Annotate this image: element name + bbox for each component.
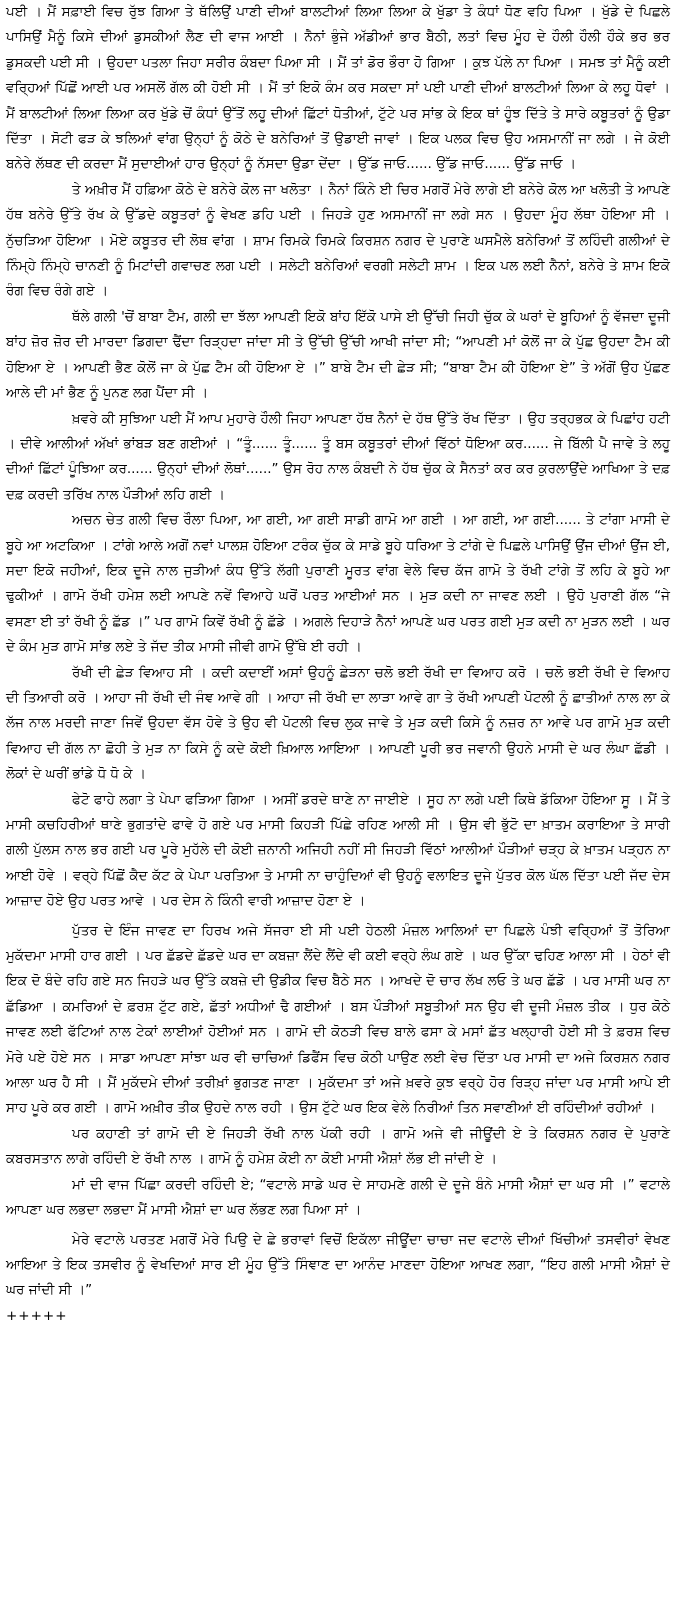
paragraph-1: ਪਈ । ਮੈਂ ਸਫ਼ਾਈ ਵਿਚ ਰੁੱਝ ਗਿਆ ਤੇ ਥੱਲਿਉਂ ਪਾਣੀ ਦੀਆਂ ਬਾਲਟੀਆਂ ਲਿਆ ਲਿਆ ਕੇ ਖੁੱਡਾ ਤੇ ਕੰਧਾਂ ਧੋਣ ਵਹਿ ਪਿਆ । ਖੁੱਡੇ ਦੇ ਪਿਛਲੇ ਪਾਸਿਉਂ ਮੈਨੂੰ ਕਿਸੇ ਦੀਆਂ ਡੁਸਕੀਆਂ ਲੈਣ ਦੀ ਵਾਜ ਆਈ । ਨੈਨਾਂ ਭੁੰਜੇ ਅੱਡੀਆਂ ਭਾਰ ਬੈਠੀ, ਲਤਾਂ ਵਿਚ ਮੂੰਹ ਦੇ ਹੌਲੀ ਹੌਲੀ ਹੌਕੇ ਭਰ ਭਰ ਡੁਸਕਦੀ ਪਈ ਸੀ । ਉਹਦਾ ਪਤਲਾ ਜਿਹਾ ਸਰੀਰ ਕੰਬਦਾ ਪਿਆ ਸੀ । ਮੈਂ ਤਾਂ ਡੋਰ ਭੌਰਾ ਹੋ ਗਿਆ । ਕੁਝ ਪੱਲੇ ਨਾ ਪਿਆ । ਸਮਝ ਤਾਂ ਮੈਨੂੰ ਕਈ ਵਰ੍ਹਿਆਂ ਪਿੱਛੋਂ ਆਈ ਪਰ ਅਸਲੋਂ ਗੱਲ ਕੀ ਹੋਈ ਸੀ । ਮੈਂ ਤਾਂ ਇਕੋ ਕੰਮ ਕਰ ਸਕਦਾ ਸਾਂ ਪਈ ਪਾਣੀ ਦੀਆਂ ਬਾਲਟੀਆਂ ਲਿਆ ਕੇ ਲਹੂ ਧੋਵਾਂ । ਮੈਂ ਬਾਲਟੀਆਂ ਲਿਆ ਲਿਆ ਕਰ ਖੁੱਡੇ ਚੋਂ ਕੰਧਾਂ ਉੱਤੋਂ ਲਹੂ ਦੀਆਂ ਛਿੱਟਾਂ ਧੋਤੀਆਂ, ਟੁੱਟੇ ਪਰ ਸਾਂਭ ਕੇ ਇਕ ਥਾਂ ਹੂੰਝ ਦਿੱਤੇ ਤੇ ਸਾਰੇ ਕਬੂਤਰਾਂ ਨੂੰ ਉਡਾ ਦਿੱਤਾ । ਸੋਟੀ ਫੜ ਕੇ ਝਲਿਆਂ ਵਾਂਗ ਉਨ੍ਹਾਂ ਨੂੰ ਕੋਠੇ ਦੇ ਬਨੇਰਿਆਂ ਤੋਂ ਉਡਾਈ ਜਾਵਾਂ । ਇਕ ਪਲਕ ਵਿਚ ਉਹ ਅਸਮਾਨੀਂ ਜਾ ਲਗੇ । ਜੇ ਕੋਈ ਬਨੇਰੇ ਲੱਥਣ ਦੀ ਕਰਦਾ ਮੈਂ ਸੁਦਾਈਆਂ ਹਾਰ ਉਨ੍ਹਾਂ ਨੂੰ ਨੱਸਦਾ ਉਡਾ ਦੇਂਦਾ । ਉੱਡ ਜਾਓ...... ਉੱਡ ਜਾਓ...... ਉੱਡ ਜਾਓ । [6,4,670,173]
paragraph-4: ਖ਼ਵਰੇ ਕੀ ਸੁਝਿਆ ਪਈ ਮੈਂ ਆਪ ਮੁਹਾਰੇ ਹੌਲੀ ਜਿਹਾ ਆਪਣਾ ਹੱਥ ਨੈਨਾਂ ਦੇ ਹੱਥ ਉੱਤੇ ਰੱਖ ਦਿੱਤਾ । ਉਹ ਤਰ੍ਹਭਕ ਕੇ ਪਿਛਾਂਹ ਹਟੀ । ਦੀਵੇ ਆਲੀਆਂ ਅੱਖਾਂ ਭਾਂਬੜ ਬਣ ਗਈਆਂ । “ਤੂੰ...... ਤੂੰ...... ਤੂੰ ਬਸ ਕਬੂਤਰਾਂ ਦੀਆਂ ਵਿੱਠਾਂ ਧੋਇਆ ਕਰ...... ਜੇ ਬਿੱਲੀ ਪੈ ਜਾਵੇ ਤੇ ਲਹੂ ਦੀਆਂ ਛਿੱਟਾਂ ਪੂੰਝਿਆ ਕਰ...... ਉਨ੍ਹਾਂ ਦੀਆਂ ਲੋਥਾਂ......” ਉਸ ਰੋਹ ਨਾਲ ਕੰਬਦੀ ਨੇ ਹੱਥ ਚੁੱਕ ਕੇ ਸੈਨਤਾਂ ਕਰ ਕਰ ਕੁਰਲਾਉਂਦੇ ਆਖਿਆ ਤੇ ਦਫ਼ ਦਫ਼ ਕਰਦੀ ਤਰਿੱਖ ਨਾਲ ਪੌੜੀਆਂ ਲਹਿ ਗਈ । [6,410,670,503]
paragraph-9: ਪਰ ਕਹਾਣੀ ਤਾਂ ਗਾਮੋ ਦੀ ਏ ਜਿਹੜੀ ਰੱਖੀ ਨਾਲ ਪੱਕੀ ਰਹੀ । ਗਾਮੋ ਅਜੇ ਵੀ ਜੀਊਂਦੀ ਏ ਤੇ ਕਿਰਸ਼ਨ ਨਗਰ ਦੇ ਪੁਰਾਣੇ ਕਬਰਸਤਾਨ ਲਾਗੇ ਰਹਿੰਦੀ ਏ ਰੱਖੀ ਨਾਲ । ਗਾਮੋ ਨੂੰ ਹਮੇਸ਼ ਕੋਈ ਨਾ ਕੋਈ ਮਾਸੀ ਐਸ਼ਾਂ ਲੱਭ ਈ ਜਾਂਦੀ ਏ । [6,1125,670,1168]
paragraph-2: ਤੇ ਅਖ਼ੀਰ ਮੈਂ ਹਫ਼ਿਆ ਕੋਠੇ ਦੇ ਬਨੇਰੇ ਕੋਲ ਜਾ ਖਲੋਤਾ । ਨੈਨਾਂ ਕਿੰਨੇ ਈ ਚਿਰ ਮਗਰੋਂ ਮੇਰੇ ਲਾਗੇ ਈ ਬਨੇਰੇ ਕੋਲ ਆ ਖਲੋਤੀ ਤੇ ਆਪਣੇ ਹੱਥ ਬਨੇਰੇ ਉੱਤੇ ਰੱਖ ਕੇ ਉੱਡਦੇ ਕਬੂਤਰਾਂ ਨੂੰ ਵੇਖਣ ਡਹਿ ਪਈ । ਜਿਹੜੇ ਹੁਣ ਅਸਮਾਨੀਂ ਜਾ ਲਗੇ ਸਨ । ਉਹਦਾ ਮੂੰਹ ਲੱਥਾ ਹੋਇਆ ਸੀ । ਨੁੱਚੜਿਆ ਹੋਇਆ । ਮੋਏ ਕਬੂਤਰ ਦੀ ਲੋਥ ਵਾਂਗ । ਸ਼ਾਮ ਰਿਮਕੇ ਰਿਮਕੇ ਕਿਰਸ਼ਨ ਨਗਰ ਦੇ ਪੁਰਾਣੇ ਘਸਮੈਲੇ ਬਨੇਰਿਆਂ ਤੋਂ ਲਹਿੰਦੀ ਗਲੀਆਂ ਦੇ ਨਿੰਮ੍ਹੇ ਨਿੰਮ੍ਹੇ ਚਾਨਣੀ ਨੂੰ ਮਿਟਾਂਦੀ ਗਵਾਚਣ ਲਗ ਪਈ । ਸਲੇਟੀ ਬਨੇਰਿਆਂ ਵਰਗੀ ਸਲੇਟੀ ਸ਼ਾਮ । ਇਕ ਪਲ ਲਈ ਨੈਨਾਂ, ਬਨੇਰੇ ਤੇ ਸ਼ਾਮ ਇਕੋ ਰੰਗ ਵਿਚ ਰੰਗੇ ਗਏ । [6,181,670,300]
paragraph-5: ਅਚਨ ਚੇਤ ਗਲੀ ਵਿਚ ਰੌਲਾ ਪਿਆ, ਆ ਗਈ, ਆ ਗਈ ਸਾਡੀ ਗਾਮੋ ਆ ਗਈ । ਆ ਗਈ, ਆ ਗਈ...... ਤੇ ਟਾਂਗਾ ਮਾਸੀ ਦੇ ਬੂਹੇ ਆ ਅਟਕਿਆ । ਟਾਂਗੇ ਆਲੇ ਅਗੋਂ ਨਵਾਂ ਪਾਲਸ਼ ਹੋਇਆ ਟਰੰਕ ਚੁੱਕ ਕੇ ਸਾਡੇ ਬੂਹੇ ਧਰਿਆ ਤੇ ਟਾਂਗੇ ਦੇ ਪਿਛਲੇ ਪਾਸਿਉਂ ਉਂਜ ਦੀਆਂ ਉਂਜ ਈ, ਸਦਾ ਇਕੋ ਜਹੀਆਂ, ਇਕ ਦੂਜੇ ਨਾਲ ਜੁੜੀਆਂ ਕੰਧ ਉੱਤੇ ਲੱਗੀ ਪੁਰਾਣੀ ਮੂਰਤ ਵਾਂਗ ਵੇਲੇ ਵਿਚ ਕੱਜ ਗਾਮੋ ਤੇ ਰੱਖੀ ਟਾਂਗੇ ਤੋਂ ਲਹਿ ਕੇ ਬੂਹੇ ਆ ਢੁਕੀਆਂ । ਗਾਮੋ ਰੱਖੀ ਹਮੇਸ਼ ਲਈ ਆਪਣੇ ਨਵੇਂ ਵਿਆਹੇ ਘਰੋਂ ਪਰਤ ਆਈਆਂ ਸਨ । ਮੁੜ ਕਦੀ ਨਾ ਜਾਵਣ ਲਈ । ਉਹੋ ਪੁਰਾਣੀ ਗੱਲ “ਜੇ ਵਸਣਾ ਈ ਤਾਂ ਰੱਖੀ ਨੂੰ ਛੱਡ ।” ਪਰ ਗਾਮੋ ਕਿਵੇਂ ਰੱਖੀ ਨੂੰ ਛੱਡੇ । ਅਗਲੇ ਦਿਹਾੜੇ ਨੈਨਾਂ ਆਪਣੇ ਘਰ ਪਰਤ ਗਈ ਮੁੜ ਕਦੀ ਨਾ ਮੁੜਨ ਲਈ । ਘਰ ਦੇ ਕੰਮ ਮੁੜ ਗਾਮੋ ਸਾਂਭ ਲਏ ਤੇ ਜੱਦ ਤੀਕ ਮਾਸੀ ਜੀਵੀ ਗਾਮੋ ਉੱਥੇ ਈ ਰਹੀ । [6,512,670,656]
paragraph-6: ਰੱਖੀ ਦੀ ਛੇੜ ਵਿਆਹ ਸੀ । ਕਦੀ ਕਦਾਈਂ ਅਸਾਂ ਉਹਨੂੰ ਛੇੜਨਾ ਚਲੋ ਭਈ ਰੱਖੀ ਦਾ ਵਿਆਹ ਕਰੋ । ਚਲੋ ਭਈ ਰੱਖੀ ਦੇ ਵਿਆਹ ਦੀ ਤਿਆਰੀ ਕਰੋ । ਆਹਾ ਜੀ ਰੱਖੀ ਦੀ ਜੰਞ ਆਵੇ ਗੀ । ਆਹਾ ਜੀ ਰੱਖੀ ਦਾ ਲਾੜਾ ਆਵੇ ਗਾ ਤੇ ਰੱਖੀ ਆਪਣੀ ਪੋਟਲੀ ਨੂੰ ਛਾਤੀਆਂ ਨਾਲ ਲਾ ਕੇ ਲੱਜ ਨਾਲ ਮਰਦੀ ਜਾਣਾ ਜਿਵੇਂ ਉਹਦਾ ਵੱਸ ਹੋਵੇ ਤੇ ਉਹ ਵੀ ਪੋਟਲੀ ਵਿਚ ਲੁਕ ਜਾਵੇ ਤੇ ਮੁੜ ਕਦੀ ਕਿਸੇ ਨੂੰ ਨਜ਼ਰ ਨਾ ਆਵੇ ਪਰ ਗਾਮੋ ਮੁੜ ਕਦੀ ਵਿਆਹ ਦੀ ਗੱਲ ਨਾ ਛੋਹੀ ਤੇ ਮੁੜ ਨਾ ਕਿਸੇ ਨੂੰ ਕਦੇ ਕੋਈ ਖ਼ਿਆਲ ਆਇਆ । ਆਪਣੀ ਪੂਰੀ ਭਰ ਜਵਾਨੀ ਉਹਨੇ ਮਾਸੀ ਦੇ ਘਰ ਲੰਘਾ ਛੱਡੀ । ਲੋਕਾਂ ਦੇ ਘਰੀਂ ਭਾਂਡੇ ਧੋ ਧੋ ਕੇ । [6,664,670,783]
paragraph-3: ਥੱਲੇ ਗਲੀ 'ਚੋਂ ਬਾਬਾ ਟੈਮ, ਗਲੀ ਦਾ ਝੱਲਾ ਆਪਣੀ ਇਕੋ ਬਾਂਹ ਇੱਕੋ ਪਾਸੇ ਈ ਉੱਚੀ ਜਿਹੀ ਚੁੱਕ ਕੇ ਘਰਾਂ ਦੇ ਬੂਹਿਆਂ ਨੂੰ ਵੱਜਦਾ ਦੂਜੀ ਬਾਂਹ ਜ਼ੋਰ ਜ਼ੋਰ ਦੀ ਮਾਰਦਾ ਡਿਗਦਾ ਢੈਂਦਾ ਰਿੜ੍ਹਦਾ ਜਾਂਦਾ ਸੀ ਤੇ ਉੱਚੀ ਉੱਚੀ ਆਖੀ ਜਾਂਦਾ ਸੀ; “ਆਪਣੀ ਮਾਂ ਕੋਲੋਂ ਜਾ ਕੇ ਪੁੱਛ ਉਹਦਾ ਟੈਮ ਕੀ ਹੋਇਆ ਏ । ਆਪਣੀ ਭੈਣ ਕੋਲੋਂ ਜਾ ਕੇ ਪੁੱਛ ਟੈਮ ਕੀ ਹੋਇਆ ਏ ।” ਬਾਬੇ ਟੈਮ ਦੀ ਛੇੜ ਸੀ; “ਬਾਬਾ ਟੈਮ ਕੀ ਹੋਇਆ ਏ” ਤੇ ਅੱਗੋਂ ਉਹ ਪੁੱਛਣ ਆਲੇ ਦੀ ਮਾਂ ਭੈਣ ਨੂੰ ਪੁਨਣ ਲਗ ਪੈਂਦਾ ਸੀ । [6,308,670,402]
paragraph-7: ਫੇਟੋ ਫਾਹੇ ਲਗਾ ਤੇ ਪੇਪਾ ਫੜਿਆ ਗਿਆ । ਅਸੀਂ ਡਰਦੇ ਥਾਣੇ ਨਾ ਜਾਈਏ । ਸੂਹ ਨਾ ਲਗੇ ਪਈ ਕਿਥੇ ਡੱਕਿਆ ਹੋਇਆ ਸੂ । ਮੈਂ ਤੇ ਮਾਸੀ ਕਚਹਿਰੀਆਂ ਥਾਣੇ ਭੁਗਤਾਂਦੇ ਫਾਵੇ ਹੋ ਗਏ ਪਰ ਮਾਸੀ ਕਿਹੜੀ ਪਿੱਛੇ ਰਹਿਣ ਆਲੀ ਸੀ । ਉਸ ਵੀ ਭੁੱਟੋ ਦਾ ਖ਼ਾਤਮ ਕਰਾਇਆ ਤੇ ਸਾਰੀ ਗਲੀ ਪੁੱਲਸ ਨਾਲ ਭਰ ਗਈ ਪਰ ਪੂਰੇ ਮੁਹੱਲੇ ਦੀ ਕੋਈ ਜ਼ਨਾਨੀ ਅਜਿਹੀ ਨਹੀਂ ਸੀ ਜਿਹੜੀ ਵਿੱਠਾਂ ਆਲੀਆਂ ਪੌੜੀਆਂ ਚੜ੍ਹ ਕੇ ਖ਼ਾਤਮ ਪੜ੍ਹਨ ਨਾ ਆਈ ਹੋਵੇ । ਵਰ੍ਹੇ ਪਿੱਛੋਂ ਕੈਦ ਕੱਟ ਕੇ ਪੇਪਾ ਪਰਤਿਆ ਤੇ ਮਾਸੀ ਨਾ ਚਾਹੁੰਦਿਆਂ ਵੀ ਉਹਨੂੰ ਵਲਾਇਤ ਦੂਜੇ ਪੁੱਤਰ ਕੋਲ ਘੱਲ ਦਿੱਤਾ ਪਈ ਜੱਦ ਦੇਸ ਆਜ਼ਾਦ ਹੋਏ ਉਹ ਪਰਤ ਆਵੇ । ਪਰ ਦੇਸ ਨੇ ਕਿੰਨੀ ਵਾਰੀ ਆਜ਼ਾਦ ਹੋਣਾ ਏ । [6,791,670,910]
end-mark: +++++ [6,1307,68,1324]
paragraph-8: ਪੁੱਤਰ ਦੇ ਇੰਜ ਜਾਵਣ ਦਾ ਹਿਰਖ ਅਜੇ ਸੱਜਰਾ ਈ ਸੀ ਪਈ ਹੇਠਲੀ ਮੰਜ਼ਲ ਆਲਿਆਂ ਦਾ ਪਿਛਲੇ ਪੰਝੀ ਵਰ੍ਹਿਆਂ ਤੋਂ ਤੋਰਿਆ ਮੁਕੱਦਮਾ ਮਾਸੀ ਹਾਰ ਗਈ । ਪਰ ਛੱਡਦੇ ਛੱਡਦੇ ਘਰ ਦਾ ਕਬਜ਼ਾ ਲੈਂਦੇ ਲੈਂਦੇ ਵੀ ਕਈ ਵਰ੍ਹੇ ਲੰਘ ਗਏ । ਘਰ ਉੱਕਾ ਢਹਿਣ ਆਲਾ ਸੀ । ਹੇਠਾਂ ਵੀ ਇਕ ਦੋ ਬੰਦੇ ਰਹਿ ਗਏ ਸਨ ਜਿਹੜੇ ਘਰ ਉੱਤੇ ਕਬਜ਼ੇ ਦੀ ਉਡੀਕ ਵਿਚ ਬੈਠੇ ਸਨ । ਆਖਦੇ ਦੋ ਚਾਰ ਲੱਖ ਲਓ ਤੇ ਘਰ ਛੱਡੋ । ਪਰ ਮਾਸੀ ਘਰ ਨਾ ਛੱਡਿਆ । ਕਮਰਿਆਂ ਦੇ ਫ਼ਰਸ਼ ਟੁੱਟ ਗਏ, ਛੱਤਾਂ ਅਧੀਆਂ ਢੈ ਗਈਆਂ । ਬਸ ਪੌੜੀਆਂ ਸਬੂਤੀਆਂ ਸਨ ਉਹ ਵੀ ਦੂਜੀ ਮੰਜ਼ਲ ਤੀਕ । ਧੁਰ ਕੋਠੇ ਜਾਵਣ ਲਈ ਫੱਟਿਆਂ ਨਾਲ ਟੇਕਾਂ ਲਾਈਆਂ ਹੋਈਆਂ ਸਨ । ਗਾਮੋ ਦੀ ਕੋਠੜੀ ਵਿਚ ਬਾਲੇ ਫਸਾ ਕੇ ਮਸਾਂ ਛੱਤ ਖਲ੍ਹਾਰੀ ਹੋਈ ਸੀ ਤੇ ਫ਼ਰਸ਼ ਵਿਚ ਮੋਰੇ ਪਏ ਹੋਏ ਸਨ । ਸਾਡਾ ਆਪਣਾ ਸਾਂਝਾ ਘਰ ਵੀ ਚਾਚਿਆਂ ਡਿਫੈਂਸ ਵਿਚ ਕੋਠੀ ਪਾਉਣ ਲਈ ਵੇਚ ਦਿੱਤਾ ਪਰ ਮਾਸੀ ਦਾ ਅਜੇ ਕਿਰਸ਼ਨ ਨਗਰ ਆਲਾ ਘਰ ਹੈ ਸੀ । ਮੈਂ ਮੁਕੱਦਮੇ ਦੀਆਂ ਤਰੀਖ਼ਾਂ ਭੁਗਤਣ ਜਾਣਾ । ਮੁਕੱਦਮਾ ਤਾਂ ਅਜੇ ਖ਼ਵਰੇ ਕੁਝ ਵਰ੍ਹੇ ਹੋਰ ਰਿੜ੍ਹ ਜਾਂਦਾ ਪਰ ਮਾਸੀ ਆਪੇ ਈ ਸਾਹ ਪੂਰੇ ਕਰ ਗਈ । ਗਾਮੋ ਅਖ਼ੀਰ ਤੀਕ ਉਹਦੇ ਨਾਲ ਰਹੀ । ਉਸ ਟੁੱਟੇ ਘਰ ਇਕ ਵੇਲੇ ਨਿਰੀਆਂ ਤਿਨ ਸਵਾਣੀਆਂ ਈ ਰਹਿੰਦੀਆਂ ਰਹੀਆਂ । [6,922,670,1117]
paragraph-11: ਮੇਰੇ ਵਟਾਲੇ ਪਰਤਣ ਮਗਰੋਂ ਮੇਰੇ ਪਿਉ ਦੇ ਛੇ ਭਰਾਵਾਂ ਵਿਚੋਂ ਇਕੱਲਾ ਜੀਊਂਦਾ ਚਾਚਾ ਜਦ ਵਟਾਲੇ ਦੀਆਂ ਖਿੱਚੀਆਂ ਤਸਵੀਰਾਂ ਵੇਖਣ ਆਇਆ ਤੇ ਇਕ ਤਸਵੀਰ ਨੂੰ ਵੇਖਦਿਆਂ ਸਾਰ ਈ ਮੂੰਹ ਉੱਤੇ ਸਿੰਞਾਣ ਦਾ ਆਨੰਦ ਮਾਣਦਾ ਹੋਇਆ ਆਖਣ ਲਗਾ, “ਇਹ ਗਲੀ ਮਾਸੀ ਐਸ਼ਾਂ ਦੇ ਘਰ ਜਾਂਦੀ ਸੀ ।” [6,1231,670,1299]
paragraph-10: ਮਾਂ ਦੀ ਵਾਜ ਪਿੱਛਾ ਕਰਦੀ ਰਹਿੰਦੀ ਏ; “ਵਟਾਲੇ ਸਾਡੇ ਘਰ ਦੇ ਸਾਹਮਣੇ ਗਲੀ ਦੇ ਦੂਜੇ ਬੰਨੇ ਮਾਸੀ ਐਸ਼ਾਂ ਦਾ ਘਰ ਸੀ ।” ਵਟਾਲੇ ਆਪਣਾ ਘਰ ਲਭਦਾ ਲਭਦਾ ਮੈਂ ਮਾਸੀ ਐਸ਼ਾਂ ਦਾ ਘਰ ਲੱਭਣ ਲਗ ਪਿਆ ਸਾਂ । [6,1176,670,1219]
